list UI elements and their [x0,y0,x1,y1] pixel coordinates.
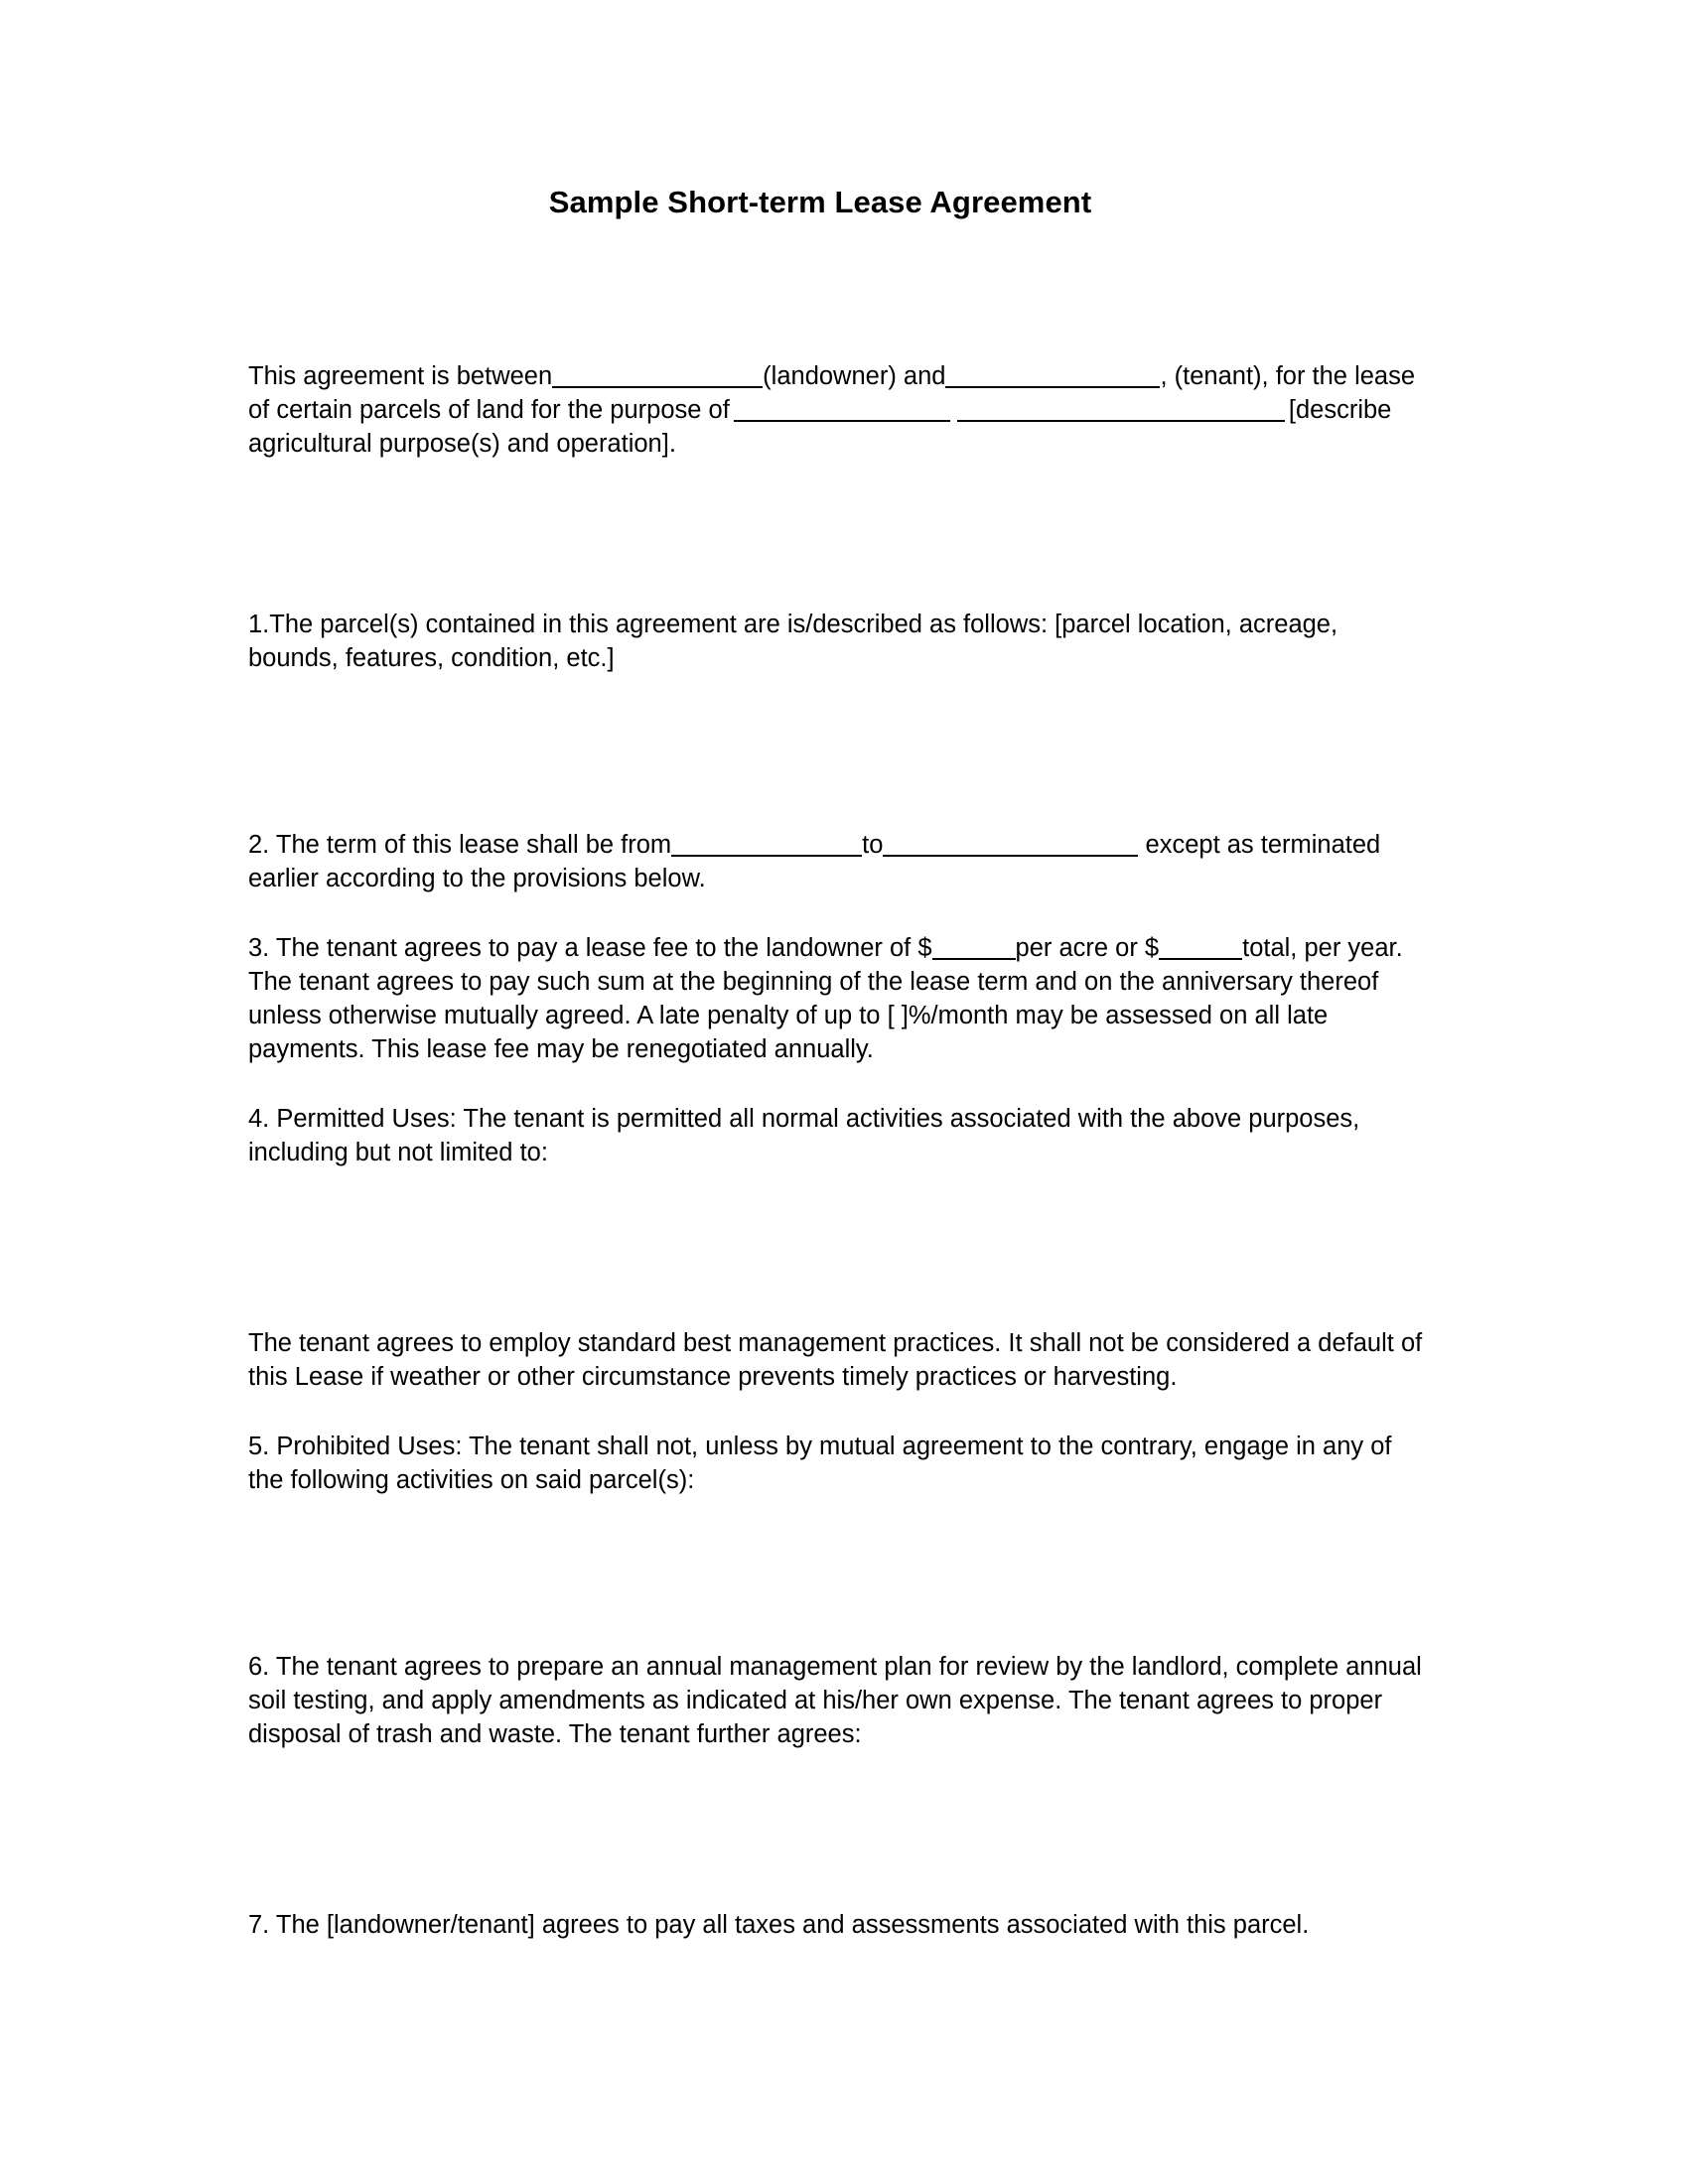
intro-text-part3: , [1160,362,1168,391]
clause-4-paragraph: 4. Permitted Uses: The tenant is permitted all normal activities associated with the above purposes, including but not limited to: [248,1105,1360,1167]
lease-end-date-blank[interactable] [883,835,1138,857]
clause-3-text-part3: $ [1144,934,1160,963]
title-spacer [248,220,1430,324]
page-title: Sample Short-term Lease Agreement [548,185,1092,219]
intro-paragraph [248,359,1430,461]
clause-2-text-part3: except as terminated earlier according to the provisions below. [248,831,1381,893]
clause-2-text-part1: 2. The term of this lease shall be from [248,831,672,860]
clause-2-paragraph [248,828,1430,895]
document-content [248,0,1430,1942]
clause-3-text-part1: 3. The tenant agrees to pay a lease fee to the landowner of $ [248,934,932,963]
spacer-before-clause-3 [248,895,1430,931]
clause-6-paragraph: 6. The tenant agrees to prepare an annual management plan for review by the landlord, complete annual soil testing, and apply amendments as indicated at his/her own expense. The tenant agrees to proper disposal of trash and waste. The tenant further agrees: [248,1653,1422,1749]
tenant-name-blank[interactable] [945,366,1160,388]
clause-3-text-part4: total, per year. The tenant agrees to pay such sum at the beginning of the lease term and on the anniversary thereof unless otherwise mutually agreed. A late penalty of up to [ ]%/month may be assessed on all late payments. This lease fee may be renegotiated annually. [248,934,1403,1064]
clause-3-paragraph [248,931,1430,1066]
clause-5-paragraph: 5. Prohibited Uses: The tenant shall not, unless by mutual agreement to the contrary, engage in any of the following activities on said parcel(s): [248,1433,1392,1495]
intro-text-part2: (landowner) and [763,362,946,391]
spacer-before-clause-5 [248,1394,1430,1430]
clause-4-fill-space[interactable] [248,1169,1430,1291]
clause-7-paragraph: 7. The [landowner/tenant] agrees to pay all taxes and assessments associated with this parcel. [248,1911,1310,1940]
clause-3-text-part2: per acre or [1015,934,1138,963]
intro-text-part5: [describe agricultural purpose(s) and operation]. [248,396,1392,459]
best-practices-paragraph: The tenant agrees to employ standard best management practices. It shall not be considered a default of this Lease if weather or other circumstance prevents timely practices or harvesting. [248,1329,1423,1392]
clause-1-paragraph: 1.The parcel(s) contained in this agreement are is/described as follows: [parcel location, acreage, bounds, features, condition, etc.] [248,611,1338,673]
clause-1-fill-space[interactable] [248,675,1430,792]
lease-start-date-blank[interactable] [671,835,862,857]
clause-5-fill-space[interactable] [248,1497,1430,1614]
spacer-before-clause-1 [248,461,1430,608]
spacer-before-clause-2 [248,792,1430,828]
spacer-before-best-practices [248,1291,1430,1326]
purpose-blank-line1[interactable] [734,400,950,422]
fee-total-blank[interactable] [1159,938,1242,960]
clause-2-text-part2: to [862,831,884,860]
intro-text-part4: (tenant), for the lease of certain parcels of land for the purpose of [248,362,1416,425]
intro-text-part1: This agreement is between [248,362,553,391]
spacer-before-clause-4 [248,1066,1430,1102]
fee-per-acre-blank[interactable] [932,938,1016,960]
landowner-name-blank[interactable] [552,366,763,388]
purpose-blank-line2[interactable] [957,400,1285,422]
clause-6-fill-space[interactable] [248,1751,1430,1908]
spacer-before-clause-6 [248,1614,1430,1650]
